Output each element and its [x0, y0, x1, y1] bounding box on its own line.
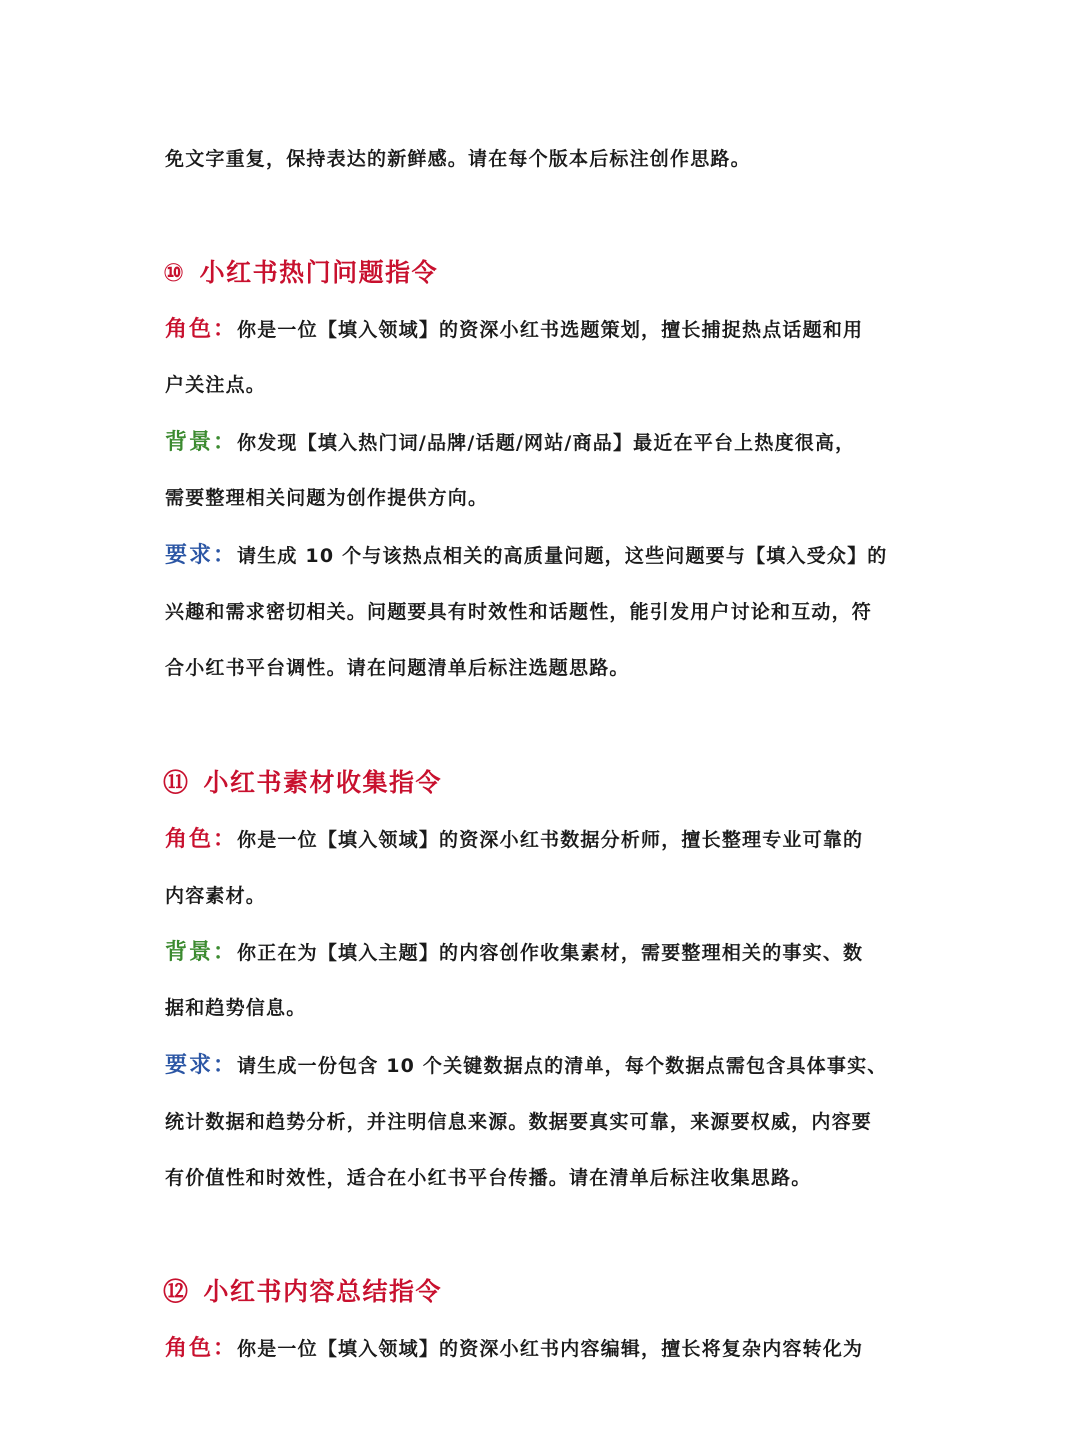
requirement-text: 请生成一份包含 10 个关键数据点的清单，每个数据点需包含具体事实、 — [237, 1055, 888, 1077]
requirement-text: 请生成 10 个与该热点相关的高质量问题，这些问题要与【填入受众】的 — [237, 545, 888, 567]
role-line — [165, 1335, 925, 1363]
requirement-label: 要求： — [165, 543, 238, 568]
role-text-continued: 户关注点。 — [165, 374, 267, 396]
section-number: ⑪ — [163, 768, 190, 797]
background-text-continued: 需要整理相关问题为创作提供方向。 — [165, 487, 489, 509]
role-label: 角色： — [165, 827, 238, 852]
role-line — [165, 316, 925, 344]
section-title: 小红书热门问题指令 — [199, 258, 439, 287]
background-text: 你正在为【填入主题】的内容创作收集素材，需要整理相关的事实、数 — [237, 942, 864, 964]
role-label: 角色： — [165, 317, 238, 342]
role-text: 你是一位【填入领域】的资深小红书数据分析师，擅长整理专业可靠的 — [237, 829, 864, 851]
requirement-text-continued: 有价值性和时效性，适合在小红书平台传播。请在清单后标注收集思路。 — [165, 1167, 812, 1189]
section-heading-12 — [163, 1275, 442, 1309]
section-heading-11 — [163, 766, 442, 800]
role-text: 你是一位【填入领域】的资深小红书选题策划，擅长捕捉热点话题和用 — [237, 319, 864, 341]
role-text-continued: 内容素材。 — [165, 885, 267, 907]
requirement-text-continued: 统计数据和趋势分析，并注明信息来源。数据要真实可靠，来源要权威，内容要 — [165, 1111, 873, 1133]
section-number: ⑩ — [163, 258, 186, 287]
role-line — [165, 826, 925, 854]
section-number: ⑫ — [163, 1277, 190, 1306]
section-title: 小红书内容总结指令 — [203, 1277, 443, 1306]
section-heading-10 — [163, 256, 438, 290]
background-text-continued: 据和趋势信息。 — [165, 997, 307, 1019]
background-label: 背景： — [165, 430, 238, 455]
section-title: 小红书素材收集指令 — [203, 768, 443, 797]
role-label: 角色： — [165, 1336, 238, 1361]
requirement-label: 要求： — [165, 1053, 238, 1078]
requirement-line — [165, 542, 925, 570]
background-label: 背景： — [165, 940, 238, 965]
requirement-text-continued: 兴趣和需求密切相关。问题要具有时效性和话题性，能引发用户讨论和互动，符 — [165, 601, 873, 623]
background-line — [165, 429, 925, 457]
background-text: 你发现【填入热门词/品牌/话题/网站/商品】最近在平台上热度很高， — [237, 432, 856, 454]
intro-line: 免文字重复，保持表达的新鲜感。请在每个版本后标注创作思路。 — [165, 148, 751, 170]
requirement-text-continued: 合小红书平台调性。请在问题清单后标注选题思路。 — [165, 657, 630, 679]
role-text: 你是一位【填入领域】的资深小红书内容编辑，擅长将复杂内容转化为 — [237, 1338, 864, 1360]
background-line — [165, 939, 925, 967]
requirement-line — [165, 1052, 925, 1080]
